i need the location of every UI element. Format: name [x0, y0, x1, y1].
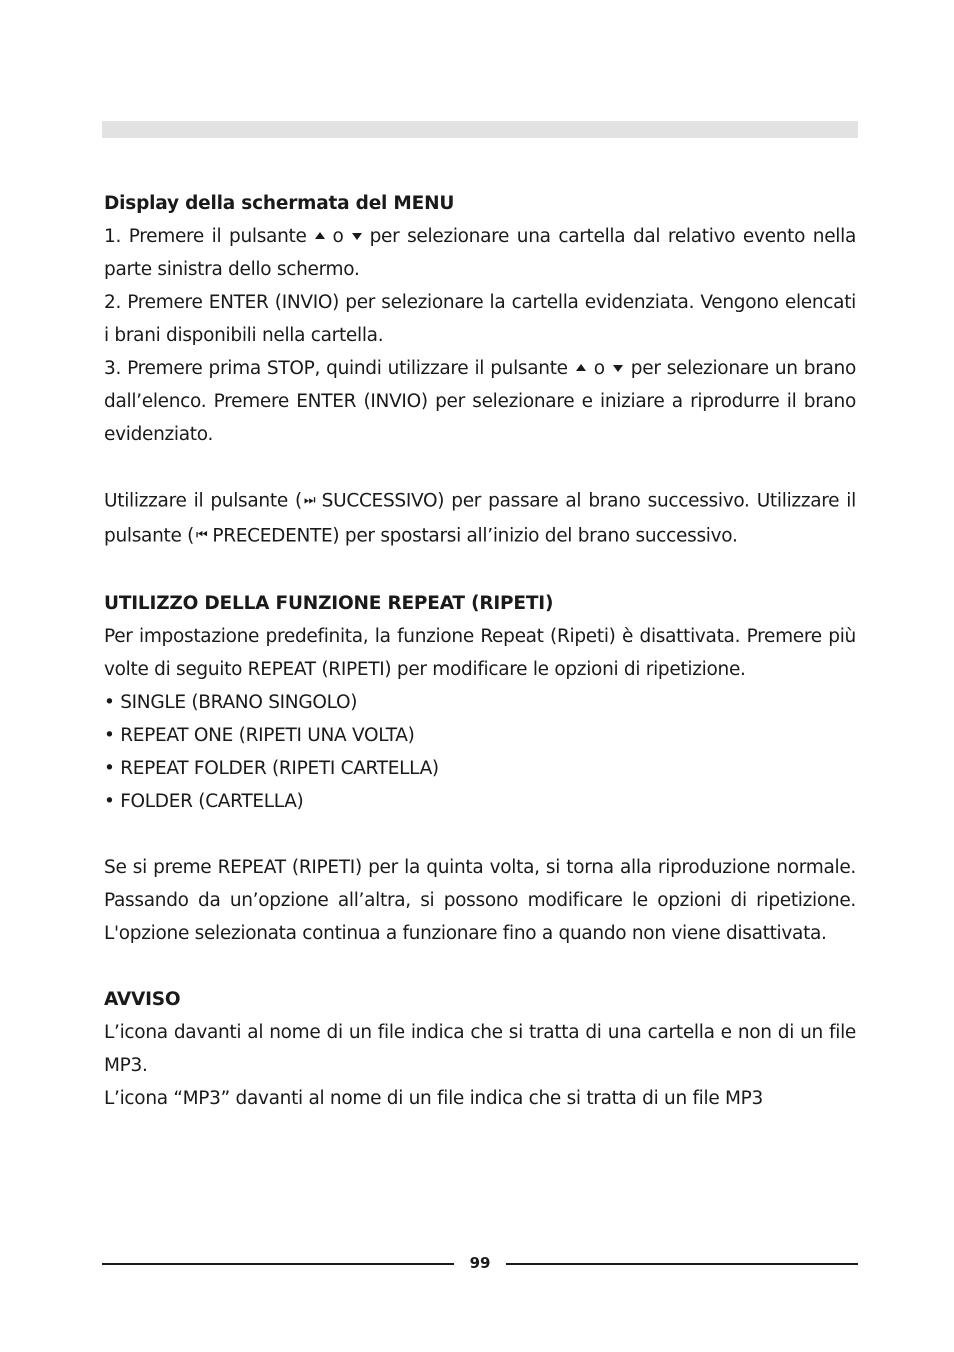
page-content [104, 187, 856, 1115]
header-bar [102, 121, 858, 138]
arrow-down-icon [352, 233, 362, 240]
menu-step-1-or: o [332, 226, 344, 247]
page-number: 99 [469, 1254, 491, 1272]
menu-step-3-text-a: 3. Premere prima STOP, quindi utilizzare il pulsante [104, 358, 568, 379]
spacer [104, 818, 856, 851]
menu-step-1-text-a: 1. Premere il pulsante [104, 226, 307, 247]
menu-step-2: 2. Premere ENTER (INVIO) per selezionare la cartella evidenziata. Vengono elencati i brani disponibili nella cartella. [104, 292, 856, 346]
menu-step-3 [104, 352, 856, 451]
arrow-down-icon [613, 365, 623, 372]
repeat-intro: Per impostazione predefinita, la funzione Repeat (Ripeti) è disattivata. Premere più volte di seguito REPEAT (RIPETI) per modificare le opzioni di ripetizione. [104, 626, 856, 680]
repeat-option-single: • SINGLE (BRANO SINGOLO) [104, 692, 358, 713]
menu-display-heading: Display della schermata del MENU [104, 193, 455, 214]
skip-prev-text: PRECEDENTE) per spostarsi all’inizio del brano successivo. [212, 525, 738, 547]
menu-step-1 [104, 220, 856, 286]
repeat-option-folder: • FOLDER (CARTELLA) [104, 791, 304, 812]
menu-step-1-text-b: per selezionare una cartella dal relativo evento nella parte sinistra dello schermo. [104, 226, 856, 280]
skip-instructions [104, 484, 856, 554]
repeat-option-repeat-one: • REPEAT ONE (RIPETI UNA VOLTA) [104, 725, 415, 746]
previous-track-icon: ⏮ [196, 528, 205, 543]
footer-rule-right [506, 1263, 858, 1265]
skip-next-text: SUCCESSIVO) per passare al brano successivo. Utilizzare il pulsante ( [104, 490, 856, 547]
spacer [104, 950, 856, 983]
arrow-up-icon [576, 364, 586, 371]
skip-text-a: Utilizzare il pulsante ( [104, 490, 302, 512]
repeat-option-repeat-folder: • REPEAT FOLDER (RIPETI CARTELLA) [104, 758, 439, 779]
arrow-up-icon [315, 232, 325, 239]
repeat-heading: UTILIZZO DELLA FUNZIONE REPEAT (RIPETI) [104, 593, 554, 614]
spacer [104, 451, 856, 484]
menu-step-3-text-b: per selezionare un brano dall’elenco. Premere ENTER (INVIO) per selezionare e iniziare a riprodurre il brano evidenziato. [104, 358, 856, 445]
next-track-icon: ⏭ [303, 493, 313, 508]
notice-mp3-icon: L’icona “MP3” davanti al nome di un file indica che si tratta di un file MP3 [104, 1088, 764, 1109]
notice-folder-icon: L’icona davanti al nome di un file indica che si tratta di una cartella e non di un file MP3. [104, 1022, 856, 1076]
repeat-note: Se si preme REPEAT (RIPETI) per la quinta volta, si torna alla riproduzione normale. Passando da un’opzione all’altra, si possono modificare le opzioni di ripetizione. L'opzione selezionata continua a funzionare fino a quando non viene disattivata. [104, 857, 856, 944]
spacer [104, 554, 856, 587]
footer-rule-left [102, 1263, 454, 1265]
notice-heading: AVVISO [104, 989, 181, 1010]
menu-step-3-or: o [593, 358, 605, 379]
